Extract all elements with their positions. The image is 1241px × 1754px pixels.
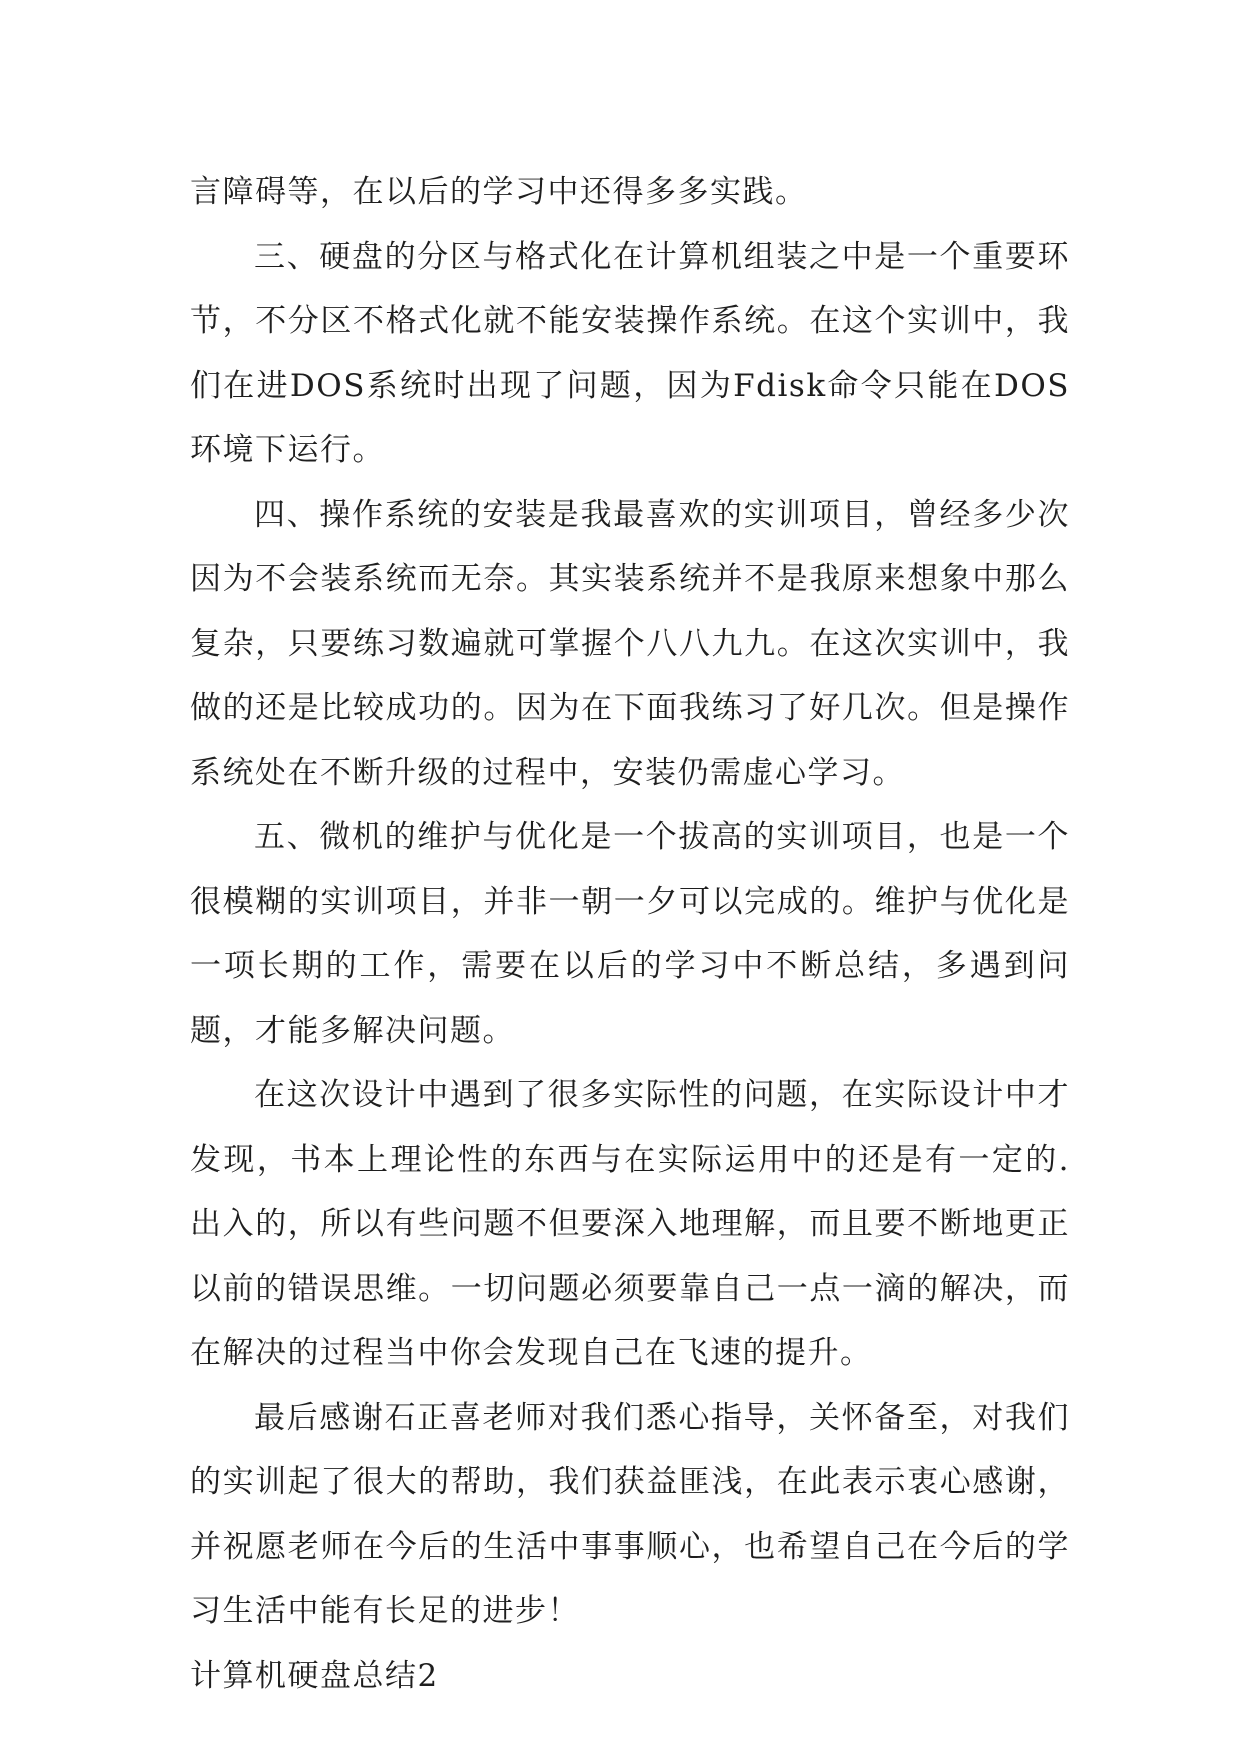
paragraph-4: 五、微机的维护与优化是一个拔高的实训项目，也是一个很模糊的实训项目，并非一朝一夕可以完成的。维护与优化是一项长期的工作，需要在以后的学习中不断总结，多遇到问题，才能多解决问题。 [190, 819, 1070, 1049]
document-body [190, 160, 1070, 1708]
paragraph-2: 三、硬盘的分区与格式化在计算机组装之中是一个重要环节，不分区不格式化就不能安装操作系统。在这个实训中，我们在进DOS系统时出现了问题，因为Fdisk命令只能在DOS环境下运行。 [190, 238, 1070, 468]
paragraph-1: 言障碍等，在以后的学习中还得多多实践。 [190, 174, 808, 210]
paragraph-3: 四、操作系统的安装是我最喜欢的实训项目，曾经多少次因为不会装系统而无奈。其实装系统并不是我原来想象中那么复杂，只要练习数遍就可掌握个八八九九。在这次实训中，我做的还是比较成功的。因为在下面我练习了好几次。但是操作系统处在不断升级的过程中，安装仍需虚心学习。 [190, 496, 1070, 791]
paragraph-5: 在这次设计中遇到了很多实际性的问题，在实际设计中才发现，书本上理论性的东西与在实际运用中的还是有一定的.出入的，所以有些问题不但要深入地理解，而且要不断地更正以前的错误思维。一切问题必须要靠自己一点一滴的解决，而在解决的过程当中你会发现自己在飞速的提升。 [190, 1077, 1070, 1371]
paragraph-6: 最后感谢石正喜老师对我们悉心指导，关怀备至，对我们的实训起了很大的帮助，我们获益匪浅，在此表示衷心感谢，并祝愿老师在今后的生活中事事顺心，也希望自己在今后的学习生活中能有长足的进步！ [190, 1399, 1070, 1629]
section-heading: 计算机硬盘总结2 [190, 1657, 439, 1694]
